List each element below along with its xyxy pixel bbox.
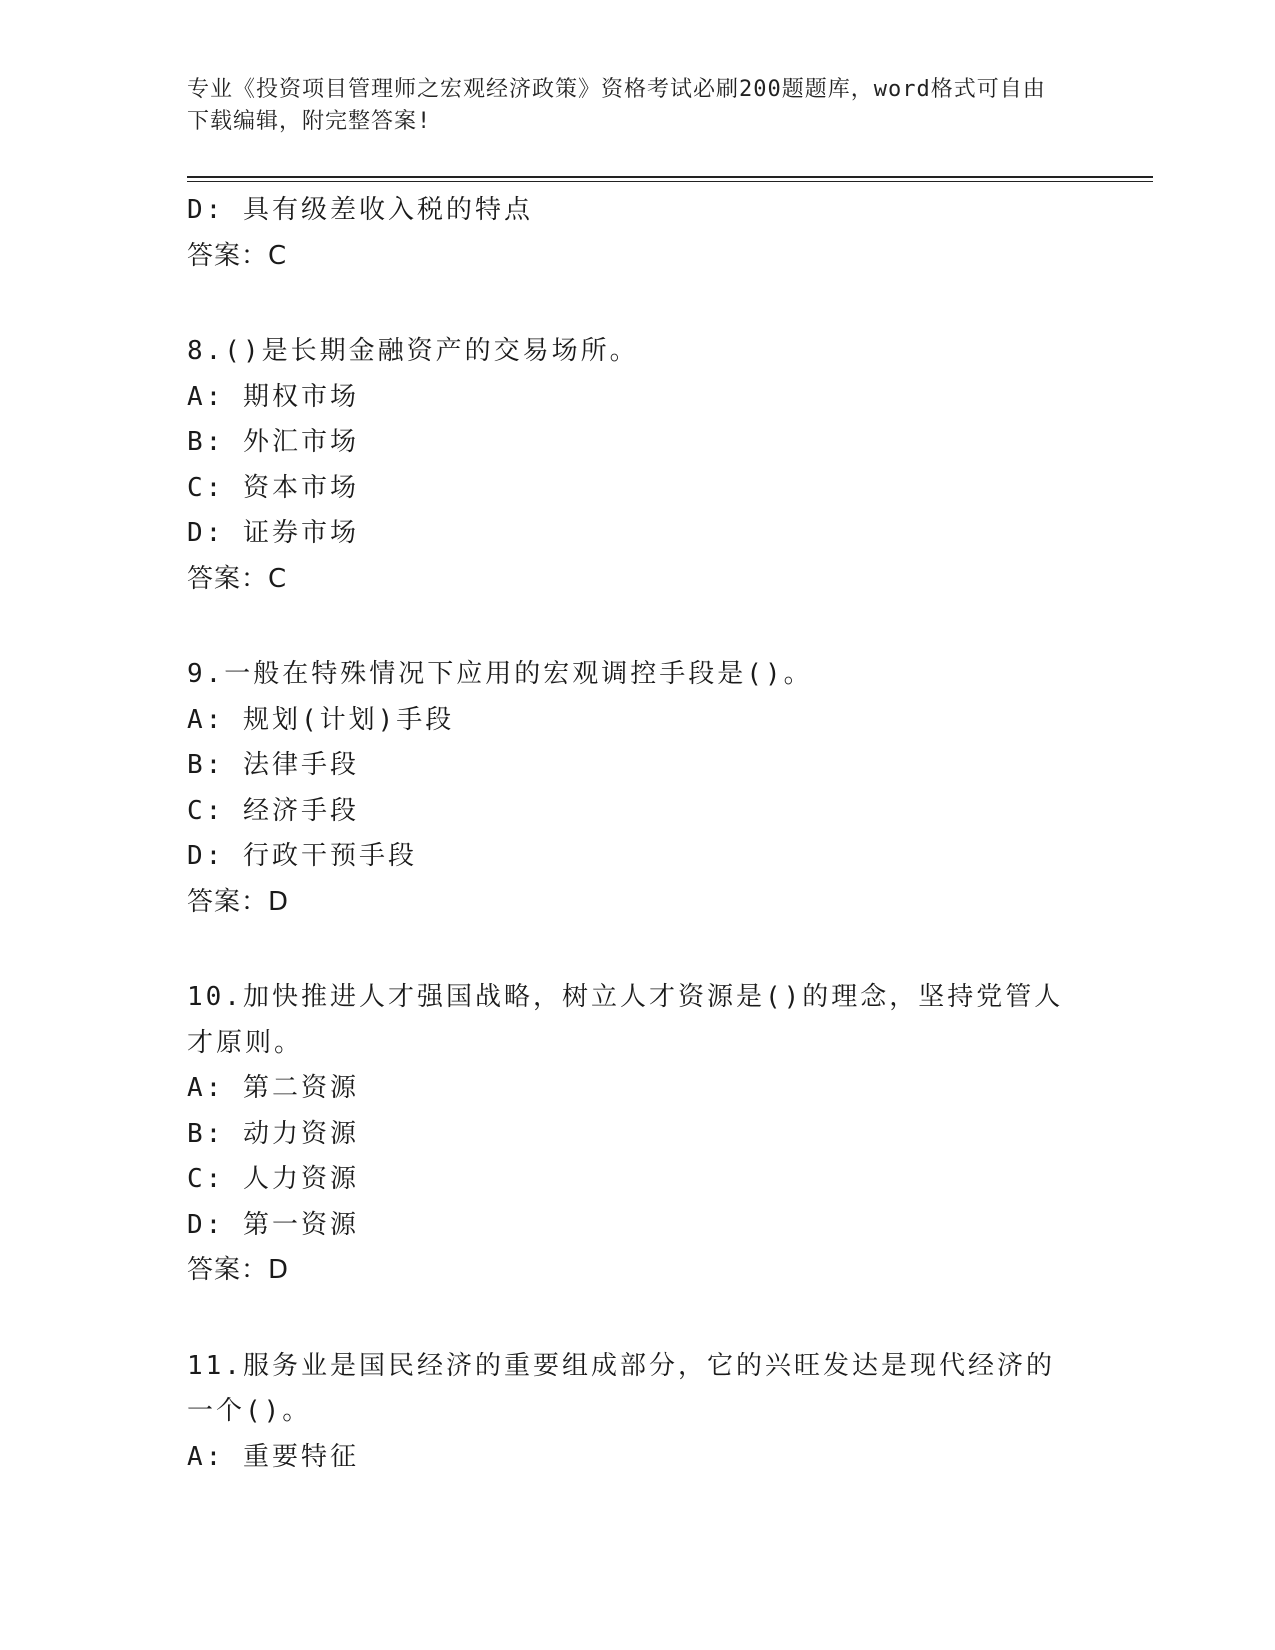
answer-line: 答案：D [187, 886, 290, 917]
question-8 [187, 329, 1087, 602]
question-7-tail [187, 188, 1087, 279]
document-header: 专业《投资项目管理师之宏观经济政策》资格考试必刷200题题库，word格式可自由下载编辑，附完整答案! [187, 77, 1046, 134]
option-a: A: 重要特征 [187, 1441, 359, 1472]
option-d: D: 行政干预手段 [187, 841, 417, 871]
spacer [187, 279, 1087, 329]
option-b: B: 动力资源 [187, 1118, 359, 1149]
question-list [187, 188, 1087, 1480]
header-rule-thin [187, 181, 1153, 182]
answer-line: 答案：C [187, 240, 288, 271]
question-stem: 11.服务业是国民经济的重要组成部分，它的兴旺发达是现代经济的一个()。 [187, 1350, 1055, 1426]
option-c: C: 经济手段 [187, 795, 359, 826]
question-stem: 10.加快推进人才强国战略，树立人才资源是()的理念，坚持党管人才原则。 [187, 982, 1064, 1058]
option-a: A: 规划(计划)手段 [187, 704, 455, 735]
option-d: D: 具有级差收入税的特点 [187, 195, 533, 225]
question-stem: 8.()是长期金融资产的交易场所。 [187, 336, 639, 366]
option-b: B: 外汇市场 [187, 427, 359, 457]
question-9 [187, 652, 1087, 925]
answer-line: 答案：C [187, 563, 288, 594]
option-b: B: 法律手段 [187, 750, 359, 780]
option-d: D: 证券市场 [187, 518, 359, 548]
option-a: A: 期权市场 [187, 381, 359, 412]
option-a: A: 第二资源 [187, 1073, 359, 1103]
question-11 [187, 1344, 1087, 1481]
spacer [187, 925, 1087, 975]
question-10 [187, 975, 1087, 1294]
question-stem: 9.一般在特殊情况下应用的宏观调控手段是()。 [187, 659, 813, 689]
spacer [187, 1294, 1087, 1344]
option-d: D: 第一资源 [187, 1209, 359, 1240]
option-c: C: 资本市场 [187, 472, 359, 503]
header-rule-thick [187, 176, 1153, 178]
option-c: C: 人力资源 [187, 1164, 359, 1194]
answer-line: 答案：D [187, 1255, 290, 1285]
spacer [187, 602, 1087, 652]
